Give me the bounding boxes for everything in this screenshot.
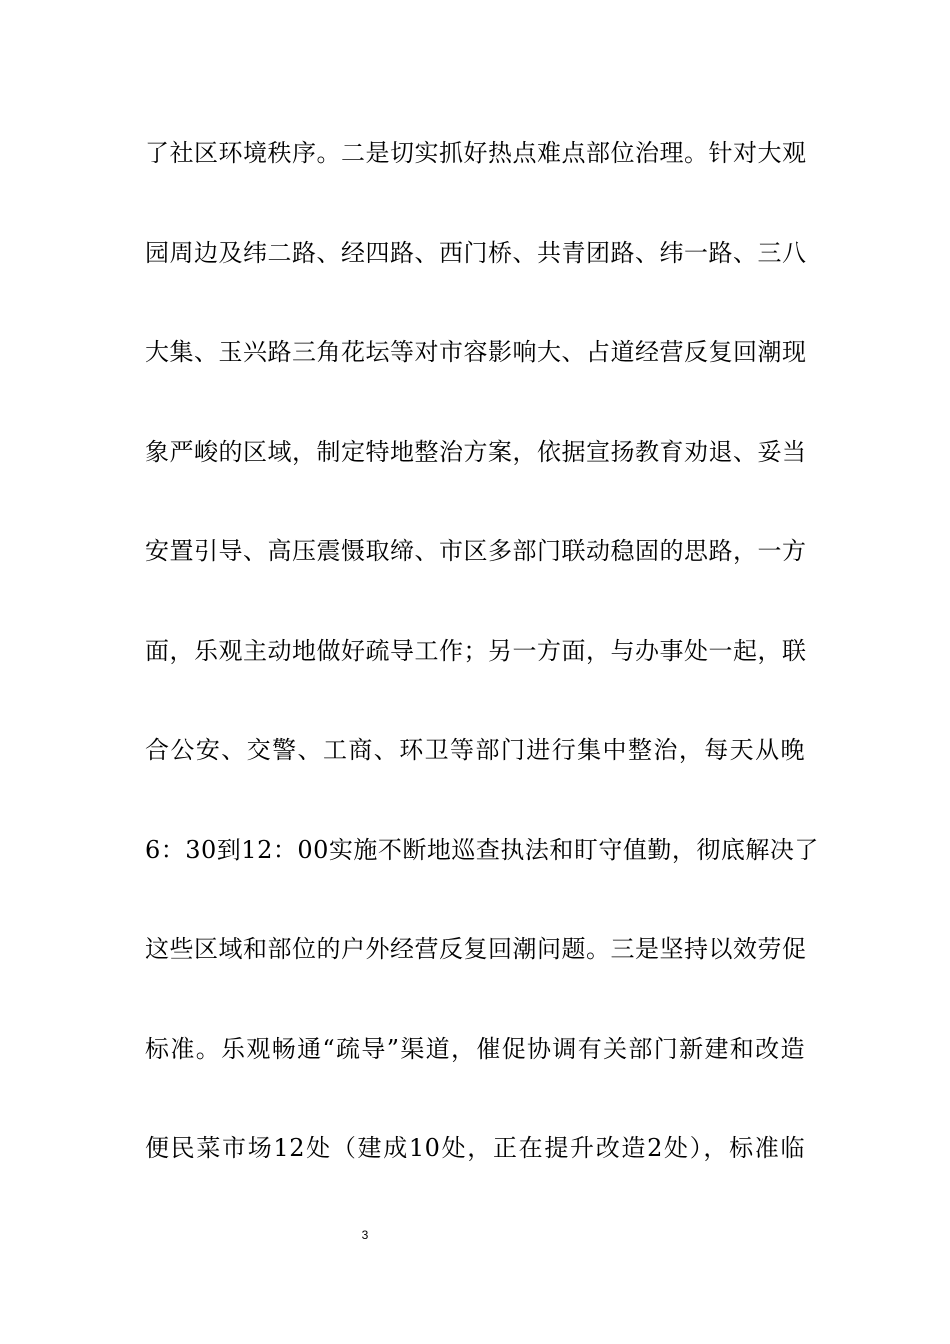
text-line-8: 6：30到12：00实施不断地巡查执法和盯守值勤，彻底解决了 — [145, 835, 819, 864]
text-line-1: 了社区环境秩序。二是切实抓好热点难点部位治理。针对大观 — [145, 139, 807, 167]
text-line-5: 安置引导、高压震慑取缔、市区多部门联动稳固的思路，一方 — [145, 537, 807, 565]
text-line-2: 园周边及纬二路、经四路、西门桥、共青团路、纬一路、三八 — [145, 238, 807, 267]
page-number: 3 — [361, 1228, 369, 1242]
text-line-7: 合公安、交警、工商、环卫等部门进行集中整治，每天从晚 — [145, 736, 805, 764]
text-line-10: 标准。乐观畅通“疏导”渠道，催促协调有关部门新建和改造 — [145, 1034, 805, 1063]
text-line-6: 面，乐观主动地做好疏导工作；另一方面，与办事处一起，联 — [145, 636, 807, 665]
text-line-3: 大集、玉兴路三角花坛等对市容影响大、占道经营反复回潮现 — [145, 338, 807, 366]
body-text — [145, 128, 819, 1223]
text-line-11: 便民菜市场12处（建成10处，正在提升改造2处），标准临 — [145, 1134, 805, 1162]
text-line-9: 这些区域和部位的户外经营反复回潮问题。三是坚持以效劳促 — [145, 935, 807, 963]
text-line-4: 象严峻的区域，制定特地整治方案，依据宣扬教育劝退、妥当 — [145, 437, 807, 466]
